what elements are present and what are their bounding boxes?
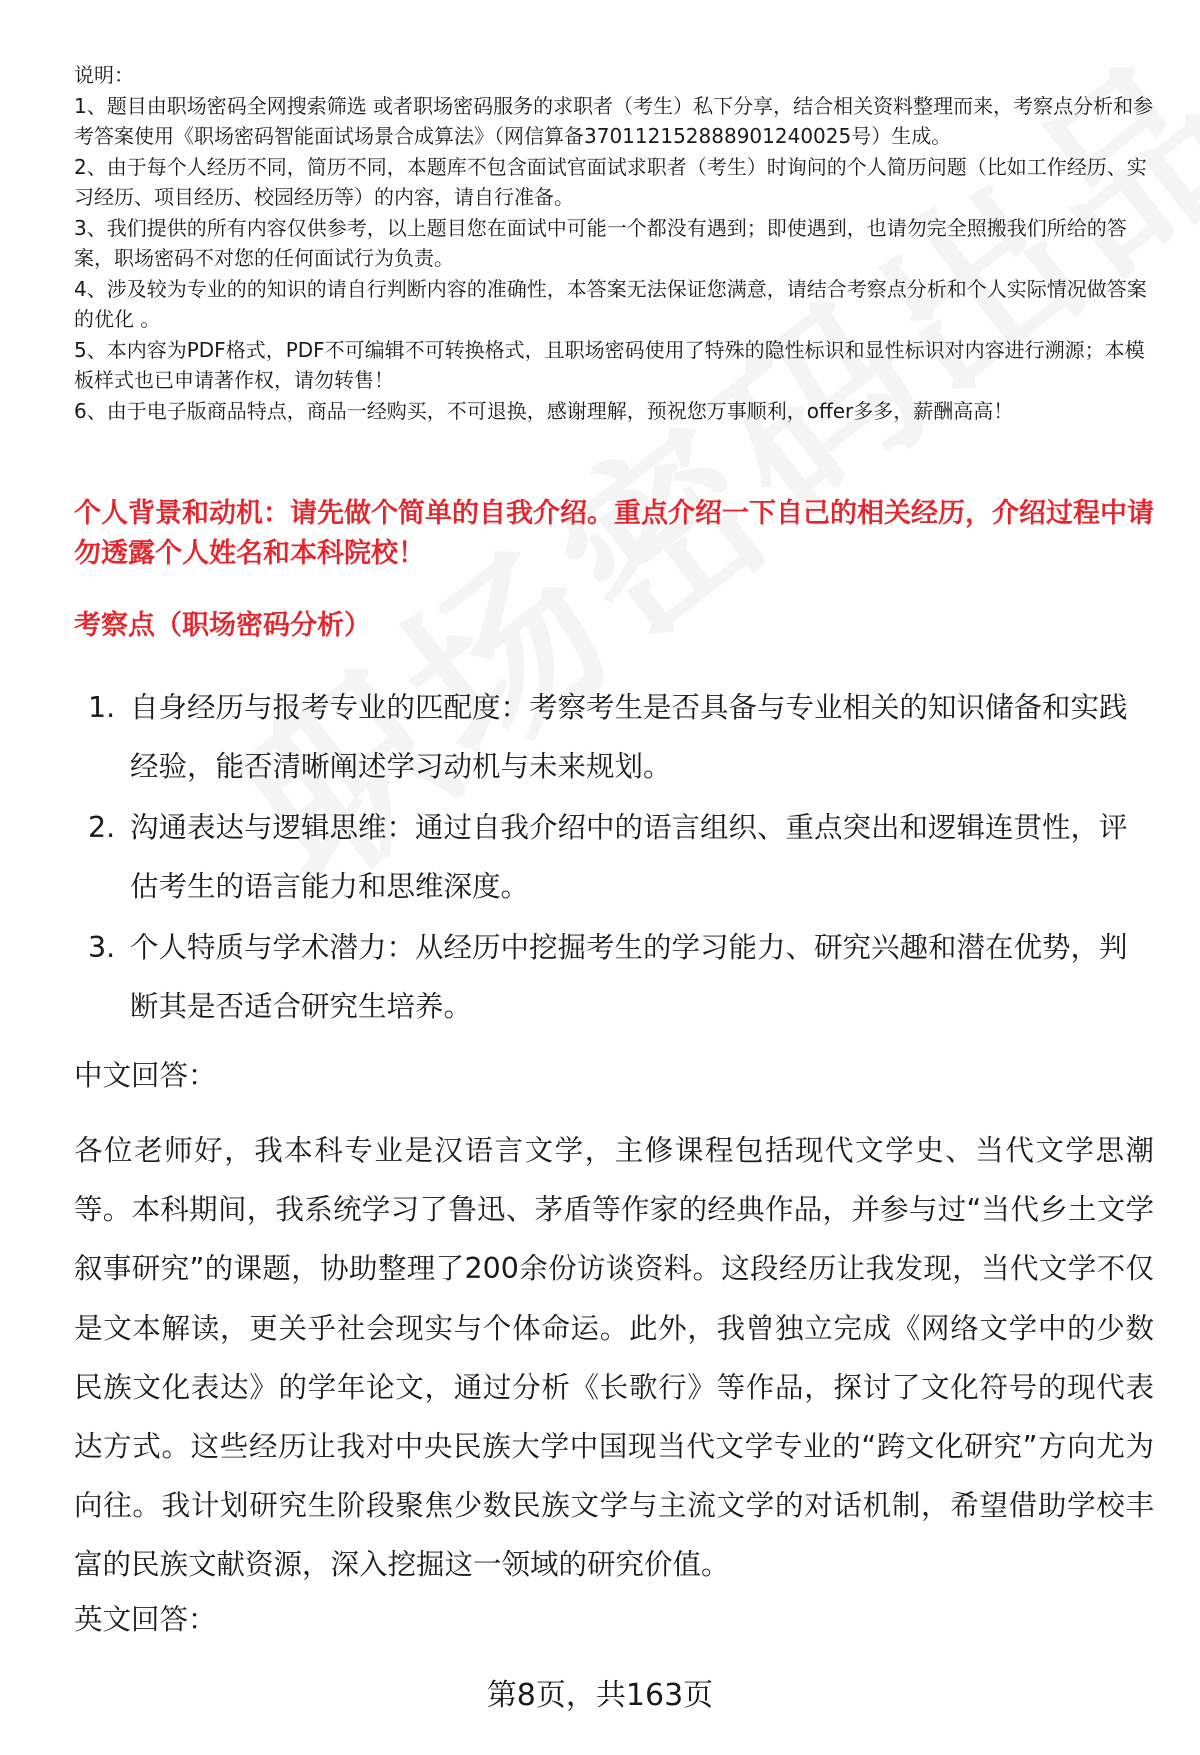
notes-title: 说明： bbox=[74, 63, 134, 87]
analysis-point bbox=[74, 798, 1154, 916]
point-number: 1. bbox=[88, 691, 116, 724]
analysis-points-list bbox=[74, 678, 1154, 1038]
page-number: 第8页，共163页 bbox=[486, 1678, 714, 1713]
note-item: 3、我们提供的所有内容仅供参考，以上题目您在面试中可能一个都没有遇到；即使遇到，也请勿完全照搬我们所给的答案，职场密码不对您的任何面试行为负责。 bbox=[74, 215, 1127, 270]
point-number: 2. bbox=[88, 811, 116, 844]
disclaimer-notes bbox=[74, 60, 1154, 426]
point-number: 3. bbox=[88, 931, 116, 964]
analysis-point bbox=[74, 678, 1154, 796]
note-item: 1、题目由职场密码全网搜索筛选 或者职场密码服务的求职者（考生）私下分享，结合相关资料整理而来，考察点分析和参考答案使用《职场密码智能面试场景合成算法》（网信算备370112152888901240025号）生成。 bbox=[74, 93, 1154, 148]
point-text: 个人特质与学术潜力：从经历中挖掘考生的学习能力、研究兴趣和潜在优势，判断其是否适合研究生培养。 bbox=[130, 931, 1128, 1023]
note-item: 2、由于每个人经历不同，简历不同，本题库不包含面试官面试求职者（考生）时询问的个人简历问题（比如工作经历、实习经历、项目经历、校园经历等）的内容，请自行准备。 bbox=[74, 154, 1147, 209]
point-text: 沟通表达与逻辑思维：通过自我介绍中的语言组织、重点突出和逻辑连贯性，评估考生的语言能力和思维深度。 bbox=[130, 811, 1128, 903]
point-text: 自身经历与报考专业的匹配度：考察考生是否具备与专业相关的知识储备和实践经验，能否清晰阐述学习动机与未来规划。 bbox=[130, 691, 1128, 783]
note-item: 5、本内容为PDF格式，PDF不可编辑不可转换格式，且职场密码使用了特殊的隐性标识和显性标识对内容进行溯源；本模板样式也已申请著作权，请勿转售！ bbox=[74, 337, 1145, 392]
analysis-title: 考察点（职场密码分析） bbox=[74, 610, 371, 641]
chinese-answer-label: 中文回答： bbox=[74, 1059, 217, 1092]
note-item: 6、由于电子版商品特点，商品一经购买，不可退换，感谢理解，预祝您万事顺利，offer多多，薪酬高高！ bbox=[74, 398, 1014, 423]
interview-question: 个人背景和动机：请先做个简单的自我介绍。重点介绍一下自己的相关经历，介绍过程中请勿透露个人姓名和本科院校！ bbox=[74, 498, 1154, 569]
note-item: 4、涉及较为专业的的知识的请自行判断内容的准确性，本答案无法保证您满意，请结合考察点分析和个人实际情况做答案的优化 。 bbox=[74, 276, 1147, 331]
english-answer-label: 英文回答： bbox=[74, 1603, 217, 1636]
analysis-point bbox=[74, 918, 1154, 1036]
chinese-answer-text: 各位老师好，我本科专业是汉语言文学，主修课程包括现代文学史、当代文学思潮等。本科期间，我系统学习了鲁迅、茅盾等作家的经典作品，并参与过“当代乡土文学叙事研究”的课题，协助整理了200余份访谈资料。这段经历让我发现，当代文学不仅是文本解读，更关乎社会现实与个体命运。此外，我曾独立完成《网络文学中的少数民族文化表达》的学年论文，通过分析《长歌行》等作品，探讨了文化符号的现代表达方式。这些经历让我对中央民族大学中国现当代文学专业的“跨文化研究”方向尤为向往。我计划研究生阶段聚焦少数民族文学与主流文学的对话机制，希望借助学校丰富的民族文献资源，深入挖掘这一领域的研究价值。 bbox=[74, 1134, 1154, 1582]
